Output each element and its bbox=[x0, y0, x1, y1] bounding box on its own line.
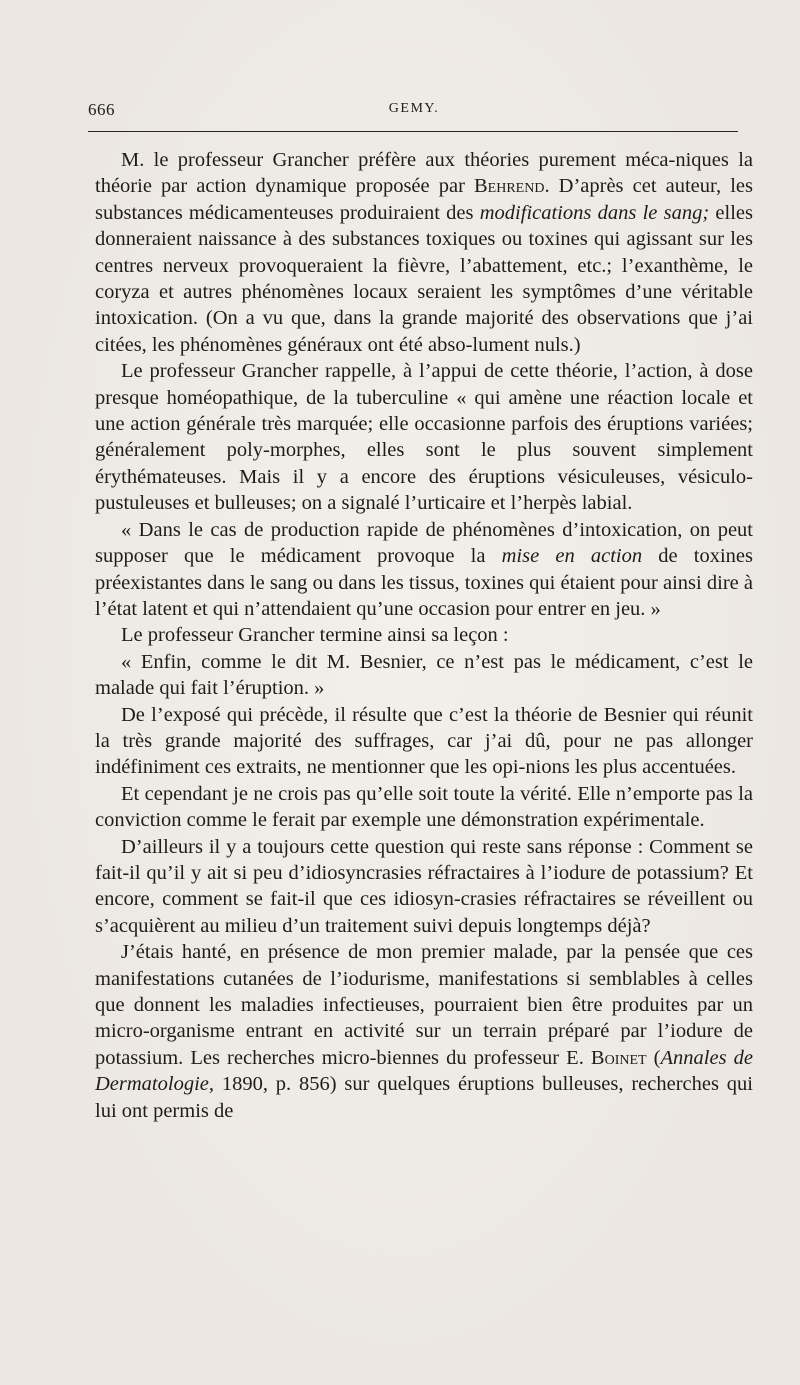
paragraph bbox=[95, 358, 753, 516]
paragraph bbox=[95, 622, 753, 648]
paragraph bbox=[95, 939, 753, 1124]
italic-text: modifications dans le sang; bbox=[479, 201, 710, 224]
text-run: M. le professeur Grancher préfère aux théories purement méca-niques la théorie par action dynamique proposée par bbox=[95, 149, 753, 198]
header-rule bbox=[88, 131, 738, 132]
paragraph bbox=[95, 702, 753, 781]
text-run: de toxines préexistantes dans le sang ou dans les tissus, toxines qui étaient pour ainsi dire à l’état latent et qui n’attendaient qu’une occasion pour entrer en jeu. » bbox=[95, 545, 753, 620]
text-run: ( bbox=[646, 1046, 661, 1069]
paragraph bbox=[95, 517, 753, 623]
body-text bbox=[95, 147, 753, 1124]
text-run: Et cependant je ne crois pas qu’elle soit toute la vérité. Elle n’emporte pas la conviction comme le ferait par exemple une démonstration expérimentale. bbox=[95, 782, 753, 832]
text-run: De l’exposé qui précède, il résulte que c’est la théorie de Besnier qui réunit la très grande majorité des suffrages, car j’ai dû, pour ne pas allonger indéfiniment ces extraits, ne mentionner que les opi-nions les plus accentuées. bbox=[95, 703, 753, 779]
text-run: . D’après cet auteur, les substances médicamenteuses produiraient des bbox=[95, 175, 753, 224]
text-run: « Enfin, comme le dit M. Besnier, ce n’est pas le médicament, c’est le malade qui fait l’éruption. » bbox=[95, 650, 753, 700]
small-caps-name: Behrend bbox=[473, 175, 545, 198]
italic-text: mise en action bbox=[501, 545, 643, 568]
paragraph bbox=[95, 781, 753, 834]
italic-text: Annales de Dermatologie, bbox=[95, 1046, 753, 1096]
running-head: GEMY. bbox=[388, 101, 440, 116]
paragraph bbox=[95, 834, 753, 940]
paragraph bbox=[95, 649, 753, 702]
page-number: 666 bbox=[88, 100, 115, 119]
text-run: D’ailleurs il y a toujours cette question qui reste sans réponse : Comment se fait-il qu’il y ait si peu d’idiosyncrasies réfractaires à l’iodure de potassium? Et encore, comment se fait-il que ces idiosyn-crasies réfractaires se réveillent ou s’acquièrent au milieu d’un traitement suivi depuis longtemps déjà? bbox=[95, 835, 753, 937]
text-run: J’étais hanté, en présence de mon premier malade, par la pensée que ces manifestations cutanées de l’iodurisme, manifestations si semblables à celles que donnent les maladies infectieuses, pourraient bien être produites par un micro-organisme entrant en activité sur un terrain préparé par l’iodure de potassium. Les recherches micro-biennes du professeur E. bbox=[95, 941, 753, 1069]
text-run: Le professeur Grancher rappelle, à l’appui de cette théorie, l’action, à dose presque homéopathique, de la tuberculine « qui amène une réaction locale et une action générale très marquée; elle occasionne parfois des éruptions variées; généralement poly-morphes, elles sont le plus souvent simplement érythémateuses. Mais il y a encore des éruptions vésiculeuses, vésiculo-pustuleuses et bulleuses; on a signalé l’urticaire et l’herpès labial. bbox=[95, 360, 753, 515]
text-run: elles donneraient naissance à des substances toxiques ou toxines qui agissant sur les centres nerveux provoqueraient la fièvre, l’abattement, etc.; l’exanthème, le coryza et autres phénomènes locaux seraient les symptômes d’une véritable intoxication. (On a vu que, dans la grande majorité des observations que j’ai citées, les phénomènes généraux ont été abso-lument nuls.) bbox=[95, 201, 753, 356]
small-caps-name: Boinet bbox=[590, 1046, 647, 1069]
text-run: Le professeur Grancher termine ainsi sa leçon : bbox=[121, 624, 509, 647]
page-header bbox=[88, 100, 740, 124]
paragraph bbox=[95, 147, 753, 358]
text-run: 1890, p. 856) sur quelques éruptions bulleuses, recherches qui lui ont permis de bbox=[95, 1073, 753, 1122]
text-run: « Dans le cas de production rapide de phénomènes d’intoxication, on peut supposer que le médicament provoque la bbox=[95, 518, 753, 568]
